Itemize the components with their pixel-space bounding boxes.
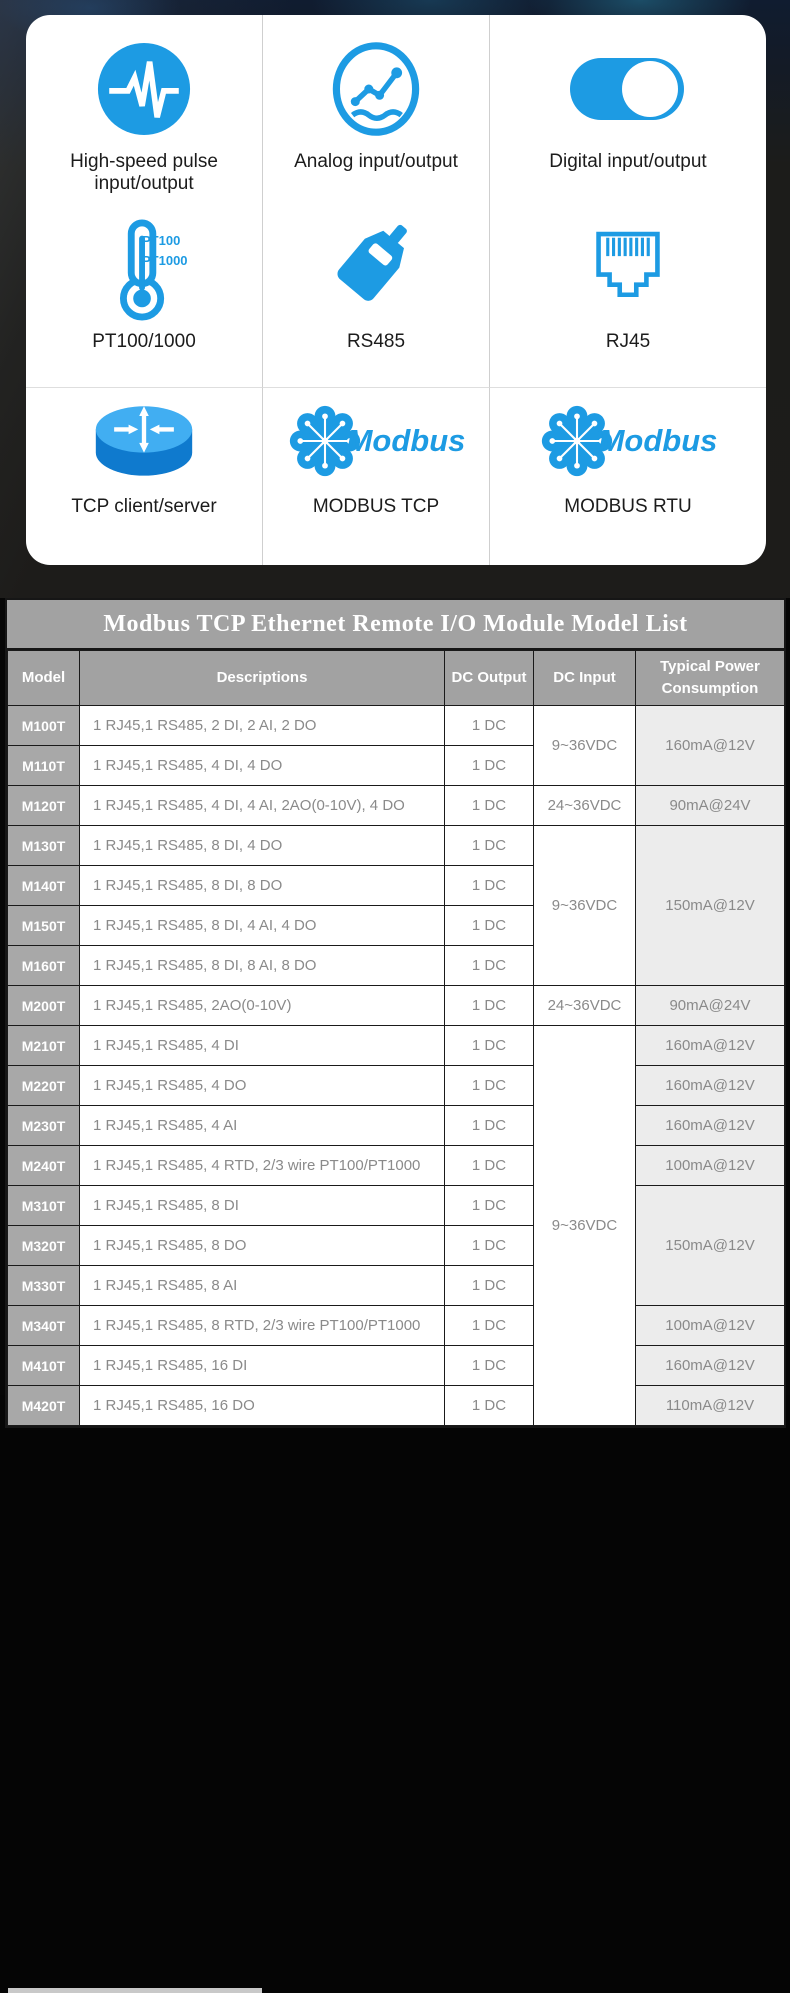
model-table-body: [8, 706, 785, 1426]
description-cell: 1 RJ45,1 RS485, 8 DO: [80, 1226, 445, 1266]
table-title: Modbus TCP Ethernet Remote I/O Module Model List: [7, 600, 784, 650]
feature-label: TCP client/server: [71, 496, 217, 517]
dc-output-cell: 1 DC: [445, 906, 534, 946]
description-cell: 1 RJ45,1 RS485, 8 RTD, 2/3 wire PT100/PT1000: [80, 1306, 445, 1346]
description-cell: 1 RJ45,1 RS485, 4 RTD, 2/3 wire PT100/PT1000: [80, 1146, 445, 1186]
toggle-icon: [568, 41, 688, 137]
hero-background: [0, 0, 790, 598]
model-cell: M320T: [8, 1226, 80, 1266]
dc-output-cell: 1 DC: [445, 1186, 534, 1226]
model-cell: M160T: [8, 946, 80, 986]
model-cell: M330T: [8, 1266, 80, 1306]
pt1000-label: PT1000: [142, 252, 188, 268]
description-cell: 1 RJ45,1 RS485, 16 DO: [80, 1386, 445, 1426]
table-row: [8, 1306, 785, 1346]
model-list-table: [7, 650, 785, 1426]
table-row: [8, 1066, 785, 1106]
power-cell: 160mA@12V: [636, 1106, 785, 1146]
dc-output-cell: 1 DC: [445, 746, 534, 786]
feature-high-speed-pulse: [26, 15, 263, 205]
dc-output-cell: 1 DC: [445, 1386, 534, 1426]
feature-pt100-1000: [26, 205, 263, 388]
features-card: [26, 15, 766, 565]
description-cell: 1 RJ45,1 RS485, 8 DI, 4 AI, 4 DO: [80, 906, 445, 946]
feature-rs485: [263, 205, 490, 388]
rj45-jack-icon: [582, 221, 674, 317]
feature-modbus-rtu: [490, 388, 766, 565]
feature-label: High-speed pulse input/output: [70, 151, 218, 195]
feature-label: MODBUS TCP: [312, 496, 440, 517]
dc-output-cell: 1 DC: [445, 1266, 534, 1306]
dc-output-cell: 1 DC: [445, 1146, 534, 1186]
description-cell: 1 RJ45,1 RS485, 8 DI, 8 AI, 8 DO: [80, 946, 445, 986]
table-row: [8, 1346, 785, 1386]
modbus-logo-text: Modbus: [346, 423, 466, 458]
model-cell: M200T: [8, 986, 80, 1026]
model-cell: M100T: [8, 706, 80, 746]
col-header-descriptions: Descriptions: [80, 651, 445, 706]
router-icon: [91, 400, 197, 482]
feature-modbus-tcp: [263, 388, 490, 565]
feature-label: RS485: [346, 331, 406, 352]
feature-rj45: [490, 205, 766, 388]
feature-tcp-client-server: [26, 388, 263, 565]
modbus-logo-icon: [287, 400, 466, 482]
table-row: [8, 986, 785, 1026]
power-cell: 110mA@12V: [636, 1386, 785, 1426]
power-cell: 150mA@12V: [636, 826, 785, 986]
pulse-icon: [97, 41, 191, 137]
table-row: [8, 786, 785, 826]
dc-output-cell: 1 DC: [445, 1026, 534, 1066]
model-cell: M240T: [8, 1146, 80, 1186]
feature-analog-io: [263, 15, 490, 205]
modbus-logo-text: Modbus: [598, 423, 718, 458]
description-cell: 1 RJ45,1 RS485, 4 DI: [80, 1026, 445, 1066]
dc-input-cell: 9~36VDC: [534, 826, 636, 986]
power-cell: 150mA@12V: [636, 1186, 785, 1306]
thermometer-icon: [84, 221, 204, 317]
table-row: [8, 1386, 785, 1426]
col-header-dc-output: DC Output: [445, 651, 534, 706]
dc-output-cell: 1 DC: [445, 1066, 534, 1106]
feature-label: Digital input/output: [549, 151, 707, 172]
feature-label: MODBUS RTU: [564, 496, 692, 517]
table-row: [8, 1106, 785, 1146]
power-cell: 90mA@24V: [636, 986, 785, 1026]
dc-output-cell: 1 DC: [445, 866, 534, 906]
model-cell: M210T: [8, 1026, 80, 1066]
col-header-typical-power: Typical Power Consumption: [636, 651, 785, 706]
model-cell: M140T: [8, 866, 80, 906]
table-row: [8, 706, 785, 746]
col-header-model: Model: [8, 651, 80, 706]
description-cell: 1 RJ45,1 RS485, 8 DI: [80, 1186, 445, 1226]
dc-output-cell: 1 DC: [445, 826, 534, 866]
dc-input-cell: 24~36VDC: [534, 786, 636, 826]
description-cell: 1 RJ45,1 RS485, 4 DI, 4 AI, 2AO(0-10V), 4 DO: [80, 786, 445, 826]
model-cell: M340T: [8, 1306, 80, 1346]
feature-label: Analog input/output: [294, 151, 458, 172]
dc-output-cell: 1 DC: [445, 1106, 534, 1146]
feature-label: RJ45: [605, 331, 651, 352]
dc-output-cell: 1 DC: [445, 1306, 534, 1346]
description-cell: 1 RJ45,1 RS485, 2AO(0-10V): [80, 986, 445, 1026]
model-table: [5, 598, 786, 1428]
power-cell: 160mA@12V: [636, 1346, 785, 1386]
dc-output-cell: 1 DC: [445, 986, 534, 1026]
dc-output-cell: 1 DC: [445, 946, 534, 986]
table-row: [8, 1146, 785, 1186]
next-section-edge: [8, 1988, 262, 1993]
col-header-dc-input: DC Input: [534, 651, 636, 706]
description-cell: 1 RJ45,1 RS485, 4 DO: [80, 1066, 445, 1106]
description-cell: 1 RJ45,1 RS485, 8 AI: [80, 1266, 445, 1306]
description-cell: 1 RJ45,1 RS485, 2 DI, 2 AI, 2 DO: [80, 706, 445, 746]
table-row: [8, 826, 785, 866]
description-cell: 1 RJ45,1 RS485, 16 DI: [80, 1346, 445, 1386]
feature-digital-io: [490, 15, 766, 205]
power-cell: 100mA@12V: [636, 1146, 785, 1186]
analog-icon: [331, 41, 421, 137]
rs485-connector-icon: [321, 221, 431, 317]
model-cell: M130T: [8, 826, 80, 866]
description-cell: 1 RJ45,1 RS485, 4 DI, 4 DO: [80, 746, 445, 786]
power-cell: 100mA@12V: [636, 1306, 785, 1346]
model-cell: M310T: [8, 1186, 80, 1226]
feature-label: PT100/1000: [92, 331, 196, 352]
description-cell: 1 RJ45,1 RS485, 8 DI, 8 DO: [80, 866, 445, 906]
model-cell: M420T: [8, 1386, 80, 1426]
model-cell: M110T: [8, 746, 80, 786]
model-cell: M220T: [8, 1066, 80, 1106]
power-cell: 160mA@12V: [636, 1026, 785, 1066]
dc-output-cell: 1 DC: [445, 1226, 534, 1266]
power-cell: 160mA@12V: [636, 1066, 785, 1106]
power-cell: 90mA@24V: [636, 786, 785, 826]
dc-input-cell: 9~36VDC: [534, 706, 636, 786]
pt100-label: PT100: [142, 233, 181, 248]
description-cell: 1 RJ45,1 RS485, 8 DI, 4 DO: [80, 826, 445, 866]
power-cell: 160mA@12V: [636, 706, 785, 786]
table-row: [8, 1186, 785, 1226]
model-cell: M120T: [8, 786, 80, 826]
dc-input-cell: 24~36VDC: [534, 986, 636, 1026]
dc-input-cell: 9~36VDC: [534, 1026, 636, 1426]
model-cell: M410T: [8, 1346, 80, 1386]
modbus-logo-icon: [539, 400, 718, 482]
dc-output-cell: 1 DC: [445, 786, 534, 826]
dc-output-cell: 1 DC: [445, 1346, 534, 1386]
model-cell: M150T: [8, 906, 80, 946]
table-row: [8, 1026, 785, 1066]
dc-output-cell: 1 DC: [445, 706, 534, 746]
table-section: [0, 598, 790, 1414]
model-cell: M230T: [8, 1106, 80, 1146]
description-cell: 1 RJ45,1 RS485, 4 AI: [80, 1106, 445, 1146]
table-header-row: [8, 651, 785, 706]
